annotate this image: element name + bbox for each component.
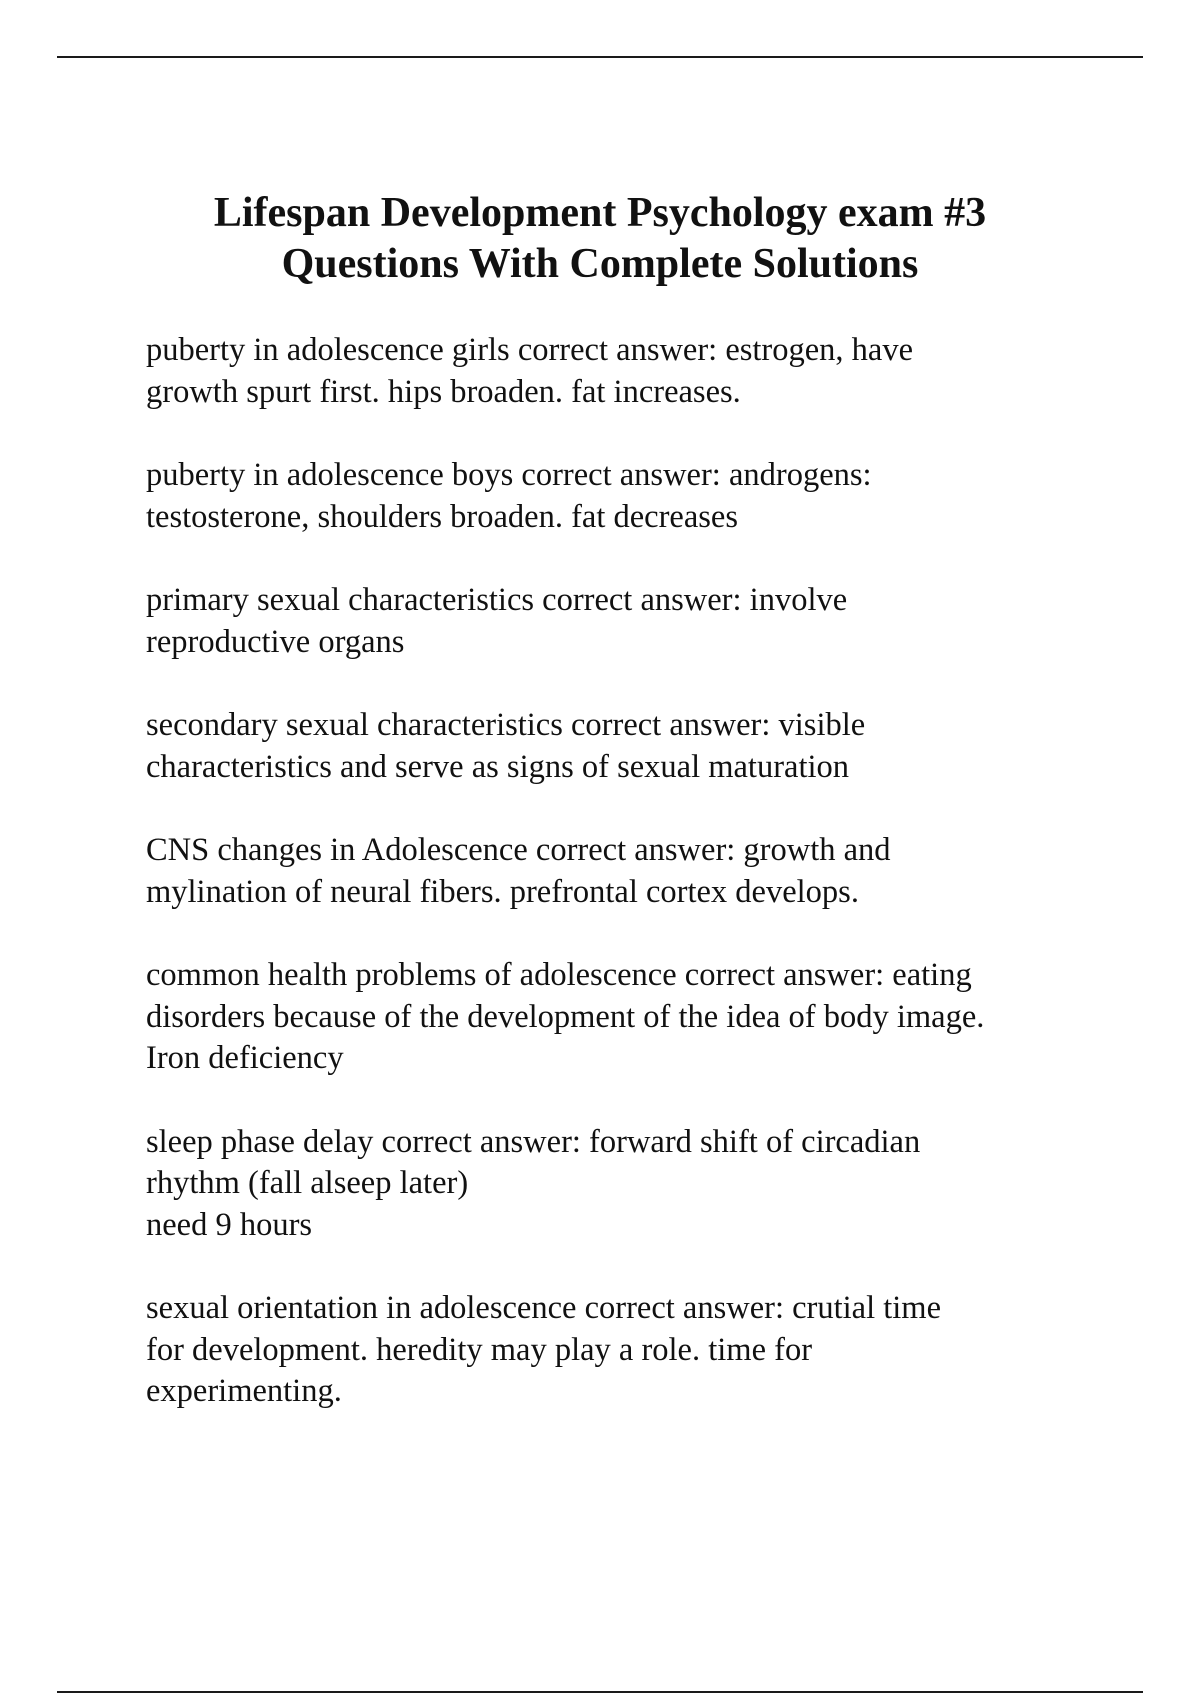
qa-item-puberty-girls bbox=[146, 330, 1146, 413]
top-rule bbox=[57, 56, 1143, 58]
qa-item-sexual-orientation bbox=[146, 1288, 1146, 1413]
qa-line: sexual orientation in adolescence correct answer: crutial time bbox=[146, 1290, 941, 1326]
qa-line: growth spurt first. hips broaden. fat increases. bbox=[146, 373, 741, 410]
qa-line: reproductive organs bbox=[146, 623, 405, 660]
qa-line: need 9 hours bbox=[146, 1206, 313, 1243]
qa-item-secondary-sexual bbox=[146, 705, 1146, 788]
qa-line: characteristics and serve as signs of sexual maturation bbox=[146, 748, 850, 785]
qa-line: testosterone, shoulders broaden. fat decreases bbox=[146, 498, 738, 535]
qa-list bbox=[146, 330, 1146, 1455]
qa-line: rhythm (fall alseep later) bbox=[146, 1165, 469, 1201]
qa-item-health-problems bbox=[146, 955, 1146, 1080]
qa-line: CNS changes in Adolescence correct answer: growth and bbox=[146, 832, 891, 868]
qa-line: common health problems of adolescence correct answer: eating bbox=[146, 957, 972, 993]
qa-line: primary sexual characteristics correct answer: involve bbox=[146, 582, 848, 618]
qa-line: experimenting. bbox=[146, 1373, 342, 1409]
qa-item-sleep-phase bbox=[146, 1122, 1146, 1247]
bottom-rule bbox=[57, 1691, 1143, 1693]
qa-line: mylination of neural fibers. prefrontal cortex develops. bbox=[146, 873, 859, 910]
qa-line: disorders because of the development of the idea of body image. bbox=[146, 998, 985, 1035]
title-line-2: Questions With Complete Solutions bbox=[281, 241, 919, 287]
title-line-1: Lifespan Development Psychology exam #3 bbox=[213, 190, 987, 236]
qa-line: Iron deficiency bbox=[146, 1040, 344, 1076]
qa-line: secondary sexual characteristics correct answer: visible bbox=[146, 707, 866, 743]
qa-line: puberty in adolescence girls correct answer: estrogen, have bbox=[146, 332, 914, 368]
qa-item-primary-sexual bbox=[146, 580, 1146, 663]
qa-item-puberty-boys bbox=[146, 455, 1146, 538]
page-title bbox=[100, 188, 1100, 290]
qa-line: for development. heredity may play a role. time for bbox=[146, 1331, 813, 1368]
qa-item-cns-changes bbox=[146, 830, 1146, 913]
qa-line: puberty in adolescence boys correct answer: androgens: bbox=[146, 457, 872, 493]
qa-line: sleep phase delay correct answer: forward shift of circadian bbox=[146, 1123, 921, 1160]
